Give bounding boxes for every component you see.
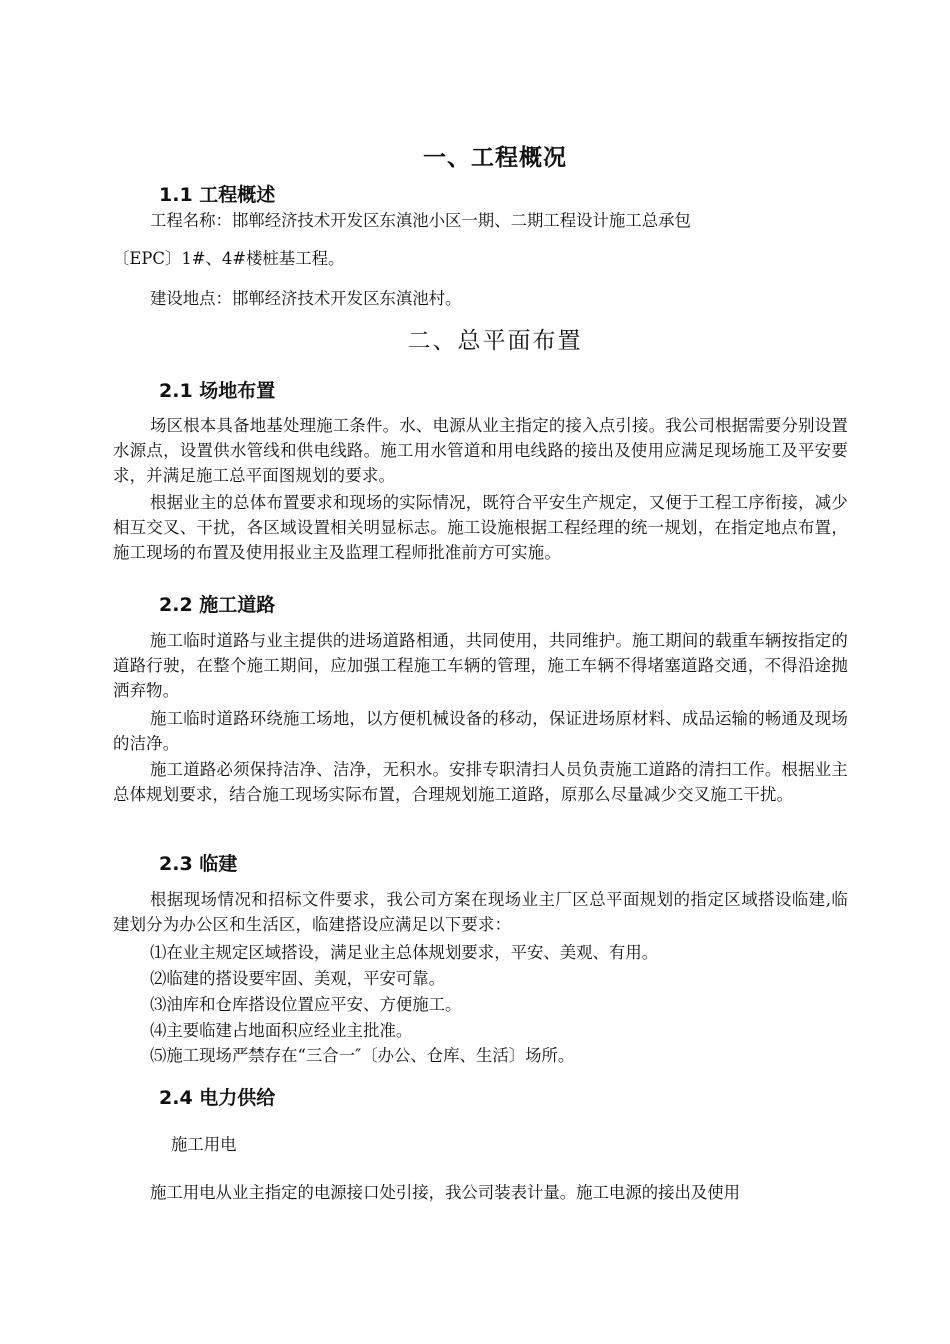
paragraph-2-2-c: 施工道路必须保持洁净、洁净，无积水。安排专职清扫人员负责施工道路的清扫工作。根据业主总体规划要求，结合施工现场实际布置，合理规划施工道路，原那么尽量减少交叉施工干扰。 (113, 760, 848, 804)
power-label: 施工用电 (171, 1135, 237, 1154)
subsection-heading-2-1: 2.1 场地布置 (159, 380, 276, 402)
subsection-heading-2-3: 2.3 临建 (159, 853, 238, 875)
section-heading-2: 二、总平面布置 (407, 328, 583, 354)
subsection-heading-2-4: 2.4 电力供给 (159, 1087, 276, 1109)
list-item: ⑸施工现场严禁存在“三合一″〔办公、仓库、生活〕场所。 (150, 1046, 575, 1065)
section-heading-1: 一、工程概况 (423, 145, 567, 171)
project-name-line-1: 工程名称：邯郸经济技术开发区东滇池小区一期、二期工程设计施工总承包 (150, 211, 691, 230)
list-item: ⑵临建的搭设要牢固、美观，平安可靠。 (150, 969, 446, 988)
list-item: ⑴在业主规定区域搭设，满足业主总体规划要求，平安、美观、有用。 (150, 943, 659, 962)
list-item: ⑶油库和仓库搭设位置应平安、方便施工。 (150, 995, 462, 1014)
list-item: ⑷主要临建占地面积应经业主批准。 (150, 1021, 413, 1040)
subsection-heading-1-1: 1.1 工程概述 (159, 184, 276, 206)
paragraph-2-3-a: 根据现场情况和招标文件要求，我公司方案在现场业主厂区总平面规划的指定区域搭设临建,临建划分为办公区和生活区，临建搭设应满足以下要求： (113, 890, 848, 934)
project-name-line-2: 〔EPC〕1#、4#楼桩基工程。 (113, 249, 345, 268)
subsection-heading-2-2: 2.2 施工道路 (159, 594, 276, 616)
paragraph-2-1-a: 场区根本具备地基处理施工条件。水、电源从业主指定的接入点引接。我公司根据需要分别设置水源点，设置供水管线和供电线路。施工用水管道和用电线路的接出及使用应满足现场施工及平安要求，并满足施工总平面图规划的要求。 (113, 416, 848, 485)
paragraph-2-4-a: 施工用电从业主指定的电源接口处引接，我公司装表计量。施工电源的接出及使用 (150, 1183, 741, 1202)
project-location: 建设地点：邯郸经济技术开发区东滇池村。 (150, 289, 462, 308)
paragraph-2-2-b: 施工临时道路环绕施工场地，以方便机械设备的移动，保证进场原材料、成品运输的畅通及现场的洁净。 (113, 709, 848, 753)
paragraph-2-1-b: 根据业主的总体布置要求和现场的实际情况，既符合平安生产规定，又便于工程工序衔接，减少相互交叉、干扰，各区域设置相关明显标志。施工设施根据工程经理的统一规划，在指定地点布置，施工现场的布置及使用报业主及监理工程师批准前方可实施。 (113, 493, 848, 562)
paragraph-2-2-a: 施工临时道路与业主提供的进场道路相通，共同使用，共同维护。施工期间的载重车辆按指定的道路行驶，在整个施工期间，应加强工程施工车辆的管理，施工车辆不得堵塞道路交通，不得沿途抛洒弃物。 (113, 631, 848, 700)
